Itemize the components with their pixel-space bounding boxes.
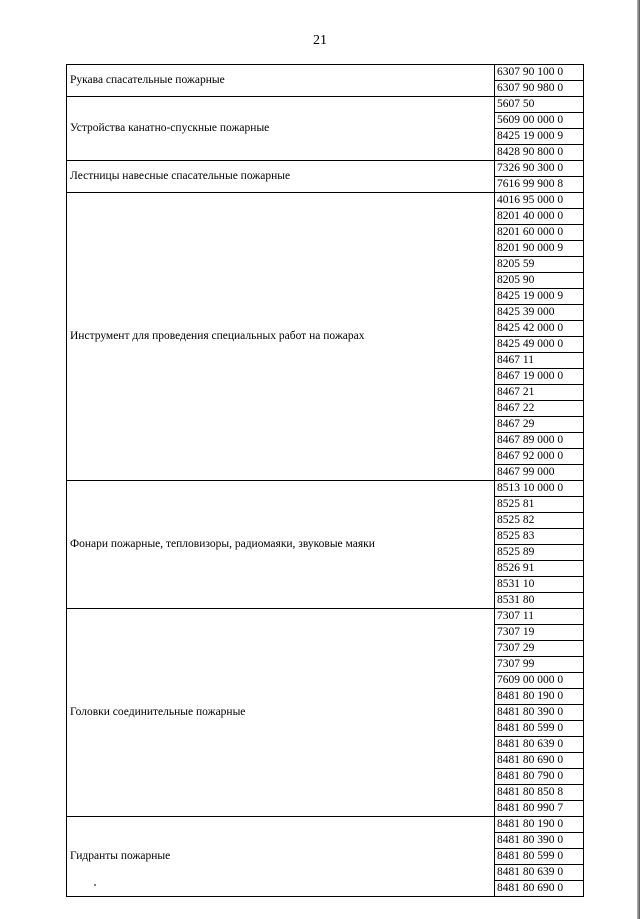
tn-ved-code: 8205 90 bbox=[495, 273, 583, 289]
tn-ved-code: 8481 80 690 0 bbox=[495, 753, 583, 769]
code-cell bbox=[495, 161, 584, 193]
code-cell bbox=[495, 65, 584, 97]
table-row bbox=[67, 97, 584, 161]
tn-ved-code: 8428 90 800 0 bbox=[497, 146, 564, 158]
table-row bbox=[67, 609, 584, 817]
tn-ved-code: 8525 82 bbox=[495, 513, 583, 529]
code-cell bbox=[495, 97, 584, 161]
tn-ved-code: 8481 80 850 8 bbox=[495, 785, 583, 801]
code-cell bbox=[495, 481, 584, 609]
product-name-cell: Инструмент для проведения специальных работ на пожарах bbox=[67, 193, 495, 481]
tn-ved-code: 7307 19 bbox=[495, 625, 583, 641]
tn-ved-code: 8467 11 bbox=[495, 353, 583, 369]
tn-ved-code: 7307 11 bbox=[495, 609, 583, 625]
tn-ved-code: 8526 91 bbox=[495, 561, 583, 577]
tn-ved-code: 8425 42 000 0 bbox=[495, 321, 583, 337]
code-cell bbox=[495, 193, 584, 481]
tn-ved-code: 8425 19 000 9 bbox=[495, 289, 583, 305]
product-code-table bbox=[66, 64, 584, 897]
tn-ved-code: 7307 99 bbox=[495, 657, 583, 673]
tn-ved-code: 8201 60 000 0 bbox=[495, 225, 583, 241]
tn-ved-code: 8425 49 000 0 bbox=[495, 337, 583, 353]
tn-ved-code: 8467 29 bbox=[495, 417, 583, 433]
tn-ved-code: 7609 00 000 0 bbox=[495, 673, 583, 689]
table-row bbox=[67, 817, 584, 897]
page-number: 21 bbox=[313, 33, 327, 48]
tn-ved-code: 8425 19 000 9 bbox=[495, 129, 583, 145]
tn-ved-code: 8467 92 000 0 bbox=[495, 449, 583, 465]
scan-speck bbox=[94, 884, 96, 886]
tn-ved-code: 8201 40 000 0 bbox=[495, 209, 583, 225]
product-name-cell: Устройства канатно-спускные пожарные bbox=[67, 97, 495, 161]
tn-ved-code: 7307 29 bbox=[495, 641, 583, 657]
tn-ved-code: 8481 80 390 0 bbox=[495, 833, 583, 849]
tn-ved-code: 8201 90 000 9 bbox=[495, 241, 583, 257]
tn-ved-code: 8481 80 690 0 bbox=[497, 882, 564, 894]
tn-ved-code: 8467 21 bbox=[495, 385, 583, 401]
tn-ved-code: 8481 80 190 0 bbox=[495, 817, 583, 833]
tn-ved-code: 7616 99 900 8 bbox=[497, 178, 564, 190]
product-name-cell: Головки соединительные пожарные bbox=[67, 609, 495, 817]
tn-ved-code: 7326 90 300 0 bbox=[495, 161, 583, 177]
tn-ved-code: 8205 59 bbox=[495, 257, 583, 273]
tn-ved-code: 5609 00 000 0 bbox=[495, 113, 583, 129]
tn-ved-code: 8467 22 bbox=[495, 401, 583, 417]
tn-ved-code: 8481 80 790 0 bbox=[495, 769, 583, 785]
tn-ved-code: 8481 80 990 7 bbox=[497, 802, 564, 814]
tn-ved-code: 8481 80 599 0 bbox=[495, 721, 583, 737]
tn-ved-code: 8467 19 000 0 bbox=[495, 369, 583, 385]
product-name-cell: Гидранты пожарные bbox=[67, 817, 495, 897]
tn-ved-code: 4016 95 000 0 bbox=[495, 193, 583, 209]
tn-ved-code: 8525 81 bbox=[495, 497, 583, 513]
tn-ved-code: 8481 80 190 0 bbox=[495, 689, 583, 705]
tn-ved-code: 8525 89 bbox=[495, 545, 583, 561]
product-name-cell: Фонари пожарные, тепловизоры, радиомаяки, звуковые маяки bbox=[67, 481, 495, 609]
code-cell bbox=[495, 817, 584, 897]
code-cell bbox=[495, 609, 584, 817]
tn-ved-code: 8481 80 390 0 bbox=[495, 705, 583, 721]
tn-ved-code: 8481 80 639 0 bbox=[495, 737, 583, 753]
tn-ved-code: 8481 80 639 0 bbox=[495, 865, 583, 881]
tn-ved-code: 8531 80 bbox=[497, 594, 535, 606]
table-row bbox=[67, 161, 584, 193]
table-row bbox=[67, 65, 584, 97]
tn-ved-code: 8481 80 599 0 bbox=[495, 849, 583, 865]
tn-ved-code: 8513 10 000 0 bbox=[495, 481, 583, 497]
tn-ved-code: 8467 89 000 0 bbox=[495, 433, 583, 449]
table-row bbox=[67, 193, 584, 481]
tn-ved-code: 6307 90 980 0 bbox=[497, 82, 564, 94]
tn-ved-code: 8525 83 bbox=[495, 529, 583, 545]
tn-ved-code: 8467 99 000 bbox=[497, 466, 555, 478]
tn-ved-code: 6307 90 100 0 bbox=[495, 65, 583, 81]
product-name-cell: Лестницы навесные спасательные пожарные bbox=[67, 161, 495, 193]
table-row bbox=[67, 481, 584, 609]
tn-ved-code: 5607 50 bbox=[495, 97, 583, 113]
product-name-cell: Рукава спасательные пожарные bbox=[67, 65, 495, 97]
tn-ved-code: 8425 39 000 bbox=[495, 305, 583, 321]
tn-ved-code: 8531 10 bbox=[495, 577, 583, 593]
